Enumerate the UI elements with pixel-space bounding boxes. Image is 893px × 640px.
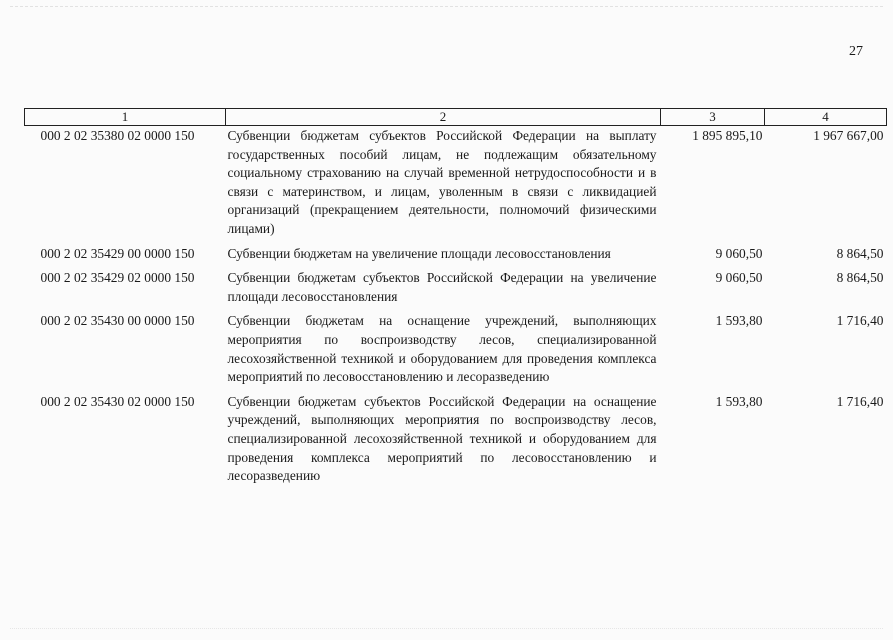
table-row xyxy=(25,245,887,270)
amount-col3: 9 060,50 xyxy=(715,270,763,286)
budget-code: 000 2 02 35429 00 0000 150 xyxy=(40,245,195,261)
budget-code: 000 2 02 35430 02 0000 150 xyxy=(40,393,195,409)
table-row xyxy=(25,269,887,312)
page-number: 27 xyxy=(849,44,863,59)
amount-col3: 1 593,80 xyxy=(715,313,763,329)
amount-col4: 1 716,40 xyxy=(836,393,884,409)
amount-col4: 8 864,50 xyxy=(836,270,884,286)
budget-description: Субвенции бюджетам субъектов Российской Федерации на увеличение площади лесовосстановления xyxy=(227,270,657,304)
column-header-4: 4 xyxy=(765,109,887,126)
budget-description: Субвенции бюджетам на оснащение учреждений, выполняющих мероприятия по воспроизводству лесов, специализированной лесохозяйственной техникой и оборудованием для проведения комплекса мероприятий по лесовосстановлению и лесоразведению xyxy=(227,313,657,385)
amount-col3: 9 060,50 xyxy=(715,245,763,261)
amount-col3: 1 895 895,10 xyxy=(692,128,763,143)
table-row xyxy=(25,312,887,392)
table-row xyxy=(25,393,887,486)
scan-artifact-bottom xyxy=(10,628,883,629)
budget-table xyxy=(24,108,887,486)
amount-col4: 1 967 667,00 xyxy=(813,128,884,143)
budget-code: 000 2 02 35380 02 0000 150 xyxy=(40,128,195,143)
scan-artifact-top xyxy=(10,6,883,7)
budget-code: 000 2 02 35429 02 0000 150 xyxy=(40,270,195,286)
column-header-row xyxy=(25,109,887,126)
budget-description: Субвенции бюджетам на увеличение площади лесовосстановления xyxy=(227,245,611,261)
table-row xyxy=(25,126,887,245)
column-header-2: 2 xyxy=(226,109,661,126)
amount-col3: 1 593,80 xyxy=(715,393,763,409)
column-header-1: 1 xyxy=(25,109,226,126)
budget-description: Субвенции бюджетам субъектов Российской Федерации на оснащение учреждений, выполняющих мероприятия по воспроизводству лесов, специализированной лесохозяйственной техникой и оборудованием для проведения комплекса мероприятий по лесовосстановлению и лесоразведению xyxy=(227,393,657,484)
budget-description: Субвенции бюджетам субъектов Российской Федерации на выплату государственных пособий лицам, не подлежащим обязательному социальному страхованию на случай временной нетрудоспособности и в связи с материнством, и лицам, уволенным в связи с ликвидацией организаций (прекращением деятельности, полномочий физическими лицами) xyxy=(227,128,657,236)
budget-code: 000 2 02 35430 00 0000 150 xyxy=(40,313,195,329)
column-header-3: 3 xyxy=(661,109,765,126)
amount-col4: 1 716,40 xyxy=(836,313,884,329)
amount-col4: 8 864,50 xyxy=(836,245,884,261)
